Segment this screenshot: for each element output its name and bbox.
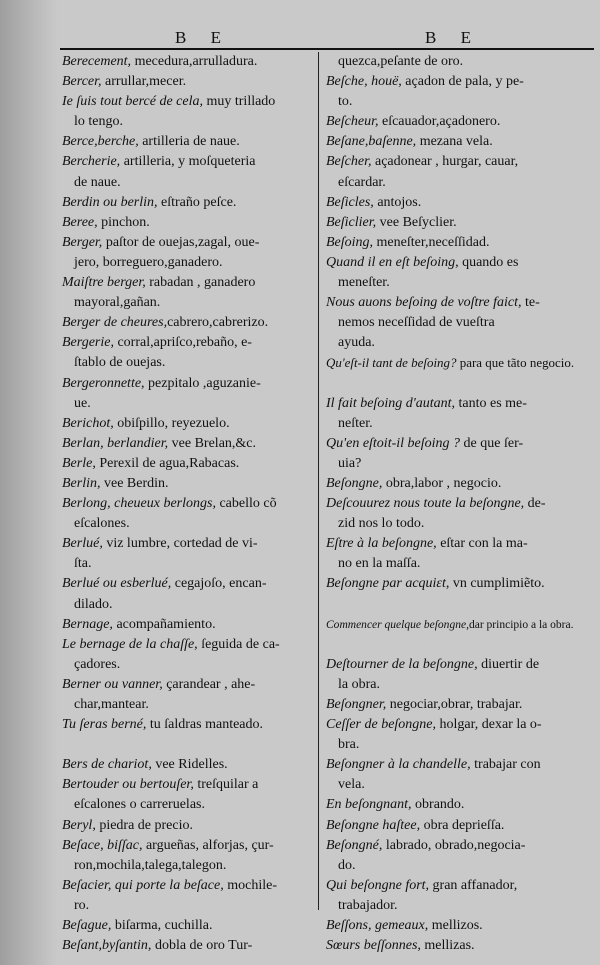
entry-line: [326, 92, 574, 112]
definition: Perexil de agua,Rabacas.: [95, 455, 240, 471]
entry-line: [62, 253, 310, 273]
definition: trabajar con: [470, 757, 541, 773]
entry-line: [326, 574, 574, 594]
right-column: [326, 52, 574, 956]
entry-line: [326, 715, 574, 735]
definition: ro.: [74, 897, 90, 913]
headword: Beree,: [62, 214, 98, 230]
definition: antojos.: [373, 194, 422, 210]
entry-line: [326, 253, 574, 273]
definition: piedra de precio.: [95, 817, 194, 833]
definition: argueñas, alforjas, çur-: [142, 837, 274, 853]
headword: Bergeronnette,: [62, 375, 145, 391]
headword: Berecement,: [62, 54, 132, 69]
definition: char,mantear.: [74, 697, 149, 712]
headword: Qu'eſt-il tant de beſoing?: [326, 355, 457, 371]
headword: Bers de chariot,: [62, 757, 152, 773]
headword: Berlué,: [62, 536, 103, 552]
headword: Nous auons beſoing de voſtre faict,: [326, 295, 522, 311]
entry-line: [326, 273, 574, 293]
definition: eſcalones.: [74, 516, 130, 532]
definition: artilleria de naue.: [138, 134, 240, 150]
entry-line: [326, 454, 574, 474]
header-right: B E: [425, 28, 481, 47]
entry-line: [62, 755, 310, 775]
definition: holgar, dexar la o-: [436, 717, 542, 733]
headword: Beſicles,: [326, 194, 374, 210]
entry-line: [62, 595, 310, 615]
entry-line: [62, 374, 310, 394]
headword: Beſane,baſenne,: [326, 134, 417, 150]
definition: de que ſer-: [460, 435, 524, 451]
headword: Sœurs beſſonnes,: [326, 938, 421, 954]
entry-line: [326, 916, 574, 936]
header-left: B E: [175, 28, 231, 47]
entry-line: [326, 514, 574, 534]
definition: corral,apriſco,rebaño, e-: [113, 335, 252, 351]
entry-line: [326, 836, 574, 856]
definition: bra.: [338, 737, 360, 753]
entry-line: [326, 795, 574, 815]
entry-line: [62, 454, 310, 474]
entry-line: [62, 193, 310, 213]
headword: Beſongne,: [326, 475, 383, 491]
definition: to.: [338, 94, 353, 110]
definition: quezca,peſante de oro.: [338, 54, 464, 69]
definition: çarandear , ahe-: [162, 676, 256, 692]
entry-line: [326, 152, 574, 172]
headword: En beſongnant,: [326, 797, 412, 813]
headword: Beſongné,: [326, 837, 383, 853]
entry-line: [326, 816, 574, 836]
entry-line: [326, 494, 574, 514]
entry-line: [326, 394, 574, 414]
headword: Beſſons, gemeaux,: [326, 918, 429, 934]
definition: mellizas.: [420, 938, 475, 954]
definition: ſeguida de ca-: [197, 636, 280, 652]
headword: Commencer quelque beſongne,: [326, 618, 469, 631]
entry-line: [62, 414, 310, 434]
entry-line: [62, 92, 310, 112]
definition: para que tãto negocio.: [456, 355, 575, 371]
definition: ron,mochila,talega,talegon.: [74, 857, 227, 873]
entry-line: [326, 52, 574, 72]
entry-line: [326, 193, 574, 213]
definition: gran affanador,: [429, 877, 518, 893]
entry-line: [326, 775, 574, 795]
entry-line: [326, 474, 574, 494]
entry-line: [326, 856, 574, 876]
definition: çadores.: [74, 656, 121, 672]
headword: Berlin,: [62, 475, 101, 491]
headword: Bernage,: [62, 616, 113, 632]
definition: diuertir de: [477, 656, 540, 672]
definition: negociar,obrar, trabajar.: [386, 697, 523, 712]
entry-line: [326, 655, 574, 675]
headword: Beſoing,: [326, 234, 374, 250]
definition: ue.: [74, 395, 91, 411]
definition: obiſpillo, reyezuelo.: [113, 415, 230, 431]
definition: uia?: [338, 455, 362, 471]
definition: no en la maſſa.: [338, 556, 421, 572]
headword: Beſongner à la chandelle,: [326, 757, 471, 773]
entry-line: [62, 675, 310, 695]
definition: cegajoſo, encan-: [171, 576, 267, 592]
headword: Beſague,: [62, 918, 112, 934]
headword: Berger,: [62, 234, 103, 250]
entry-line: [62, 52, 310, 72]
definition: te-: [521, 295, 540, 311]
entry-line: [62, 816, 310, 836]
entry-line: [62, 333, 310, 353]
definition: vee Berdin.: [100, 475, 169, 491]
definition: labrado, obrado,negocia-: [382, 837, 526, 853]
entry-line: [62, 132, 310, 152]
entry-line: [326, 635, 574, 655]
entry-line: [326, 72, 574, 92]
entry-line: [62, 876, 310, 896]
left-column: [62, 52, 310, 956]
headword: Il fait beſoing d'autant,: [326, 395, 455, 411]
definition: meneſter,neceſſidad.: [373, 234, 490, 250]
definition: cabrero,cabrerizo.: [167, 315, 269, 331]
definition: rabadan , ganadero: [145, 275, 256, 291]
entry-line: [62, 293, 310, 313]
entry-line: [62, 494, 310, 514]
definition: paſtor de ouejas,zagal, oue-: [102, 234, 260, 250]
headword: Beſongner,: [326, 697, 387, 712]
entry-line: [62, 173, 310, 193]
headword: Beſcher,: [326, 154, 372, 170]
entry-line: [62, 353, 310, 373]
running-header: [0, 24, 600, 54]
headword: Eſtre à la beſongne,: [326, 536, 437, 552]
entry-line: [62, 936, 310, 956]
definition: lo tengo.: [74, 114, 123, 130]
headword: Le bernage de la chaſſe,: [62, 636, 198, 652]
entry-line: [326, 293, 574, 313]
definition: vee Ridelles.: [151, 757, 228, 773]
headword: Berdin ou berlin,: [62, 194, 158, 210]
definition: cabello cõ: [215, 496, 277, 512]
headword: Bergerie,: [62, 335, 114, 351]
headword: Qui beſongne fort,: [326, 877, 430, 893]
entry-line: [326, 313, 574, 333]
definition: pinchon.: [97, 214, 150, 230]
headword: Beſcheur,: [326, 114, 379, 130]
definition: tu ſaldras manteado.: [146, 717, 264, 733]
headword: Deſcouurez nous toute la beſongne,: [326, 496, 525, 512]
entry-line: [326, 876, 574, 896]
definition: ſta.: [74, 556, 92, 572]
definition: muy trillado: [202, 94, 276, 110]
entry-line: [326, 554, 574, 574]
headword: Berlan, berlandier,: [62, 435, 169, 451]
headword: Deſtourner de la beſongne,: [326, 656, 478, 672]
definition: mezana vela.: [416, 134, 493, 150]
headword: Berlué ou esberlué,: [62, 576, 172, 592]
entry-line: [62, 695, 310, 715]
definition: eſtar con la ma-: [436, 536, 528, 552]
definition: eſcauador,açadonero.: [378, 114, 501, 130]
definition: açadonear , hurgar, cauar,: [371, 154, 519, 170]
definition: de naue.: [74, 174, 121, 190]
entry-line: [62, 534, 310, 554]
entry-line: [62, 434, 310, 454]
definition: biſarma, cuchilla.: [111, 918, 213, 934]
entry-line: [62, 313, 310, 333]
definition: arrullar,mecer.: [101, 74, 187, 90]
definition: eſcalones o carreruelas.: [74, 797, 205, 813]
definition: tanto es me-: [455, 395, 527, 411]
headword: Bercer,: [62, 74, 102, 90]
definition: la obra.: [338, 676, 380, 692]
entry-line: [62, 213, 310, 233]
headword: Bercherie,: [62, 154, 121, 170]
entry-line: [62, 795, 310, 815]
definition: vn cumplimiẽto.: [449, 576, 545, 592]
entry-line: [326, 735, 574, 755]
entry-line: [326, 173, 574, 193]
definition: eſtraño peſce.: [157, 194, 237, 210]
entry-line: [326, 755, 574, 775]
headword: Berle,: [62, 455, 96, 471]
definition: dobla de oro Tur-: [151, 938, 253, 954]
entry-line: [62, 152, 310, 172]
entry-line: [62, 72, 310, 92]
headword: Beſace, biſſac,: [62, 837, 143, 853]
header-rule: [60, 48, 594, 50]
entry-line: [326, 132, 574, 152]
entry-line: [326, 936, 574, 956]
entry-line: [62, 735, 310, 755]
headword: Ceſſer de beſongne,: [326, 717, 437, 733]
headword: Qu'en eſtoit-il beſoing ?: [326, 435, 461, 451]
headword: Beſant,byſantin,: [62, 938, 152, 954]
column-divider: [318, 52, 319, 910]
headword: Berger de cheures,: [62, 315, 168, 331]
headword: Beſongne par acquiɛt,: [326, 576, 450, 592]
entry-line: [326, 333, 574, 353]
entry-line: [62, 273, 310, 293]
entry-line: [62, 715, 310, 735]
definition: viz lumbre, cortedad de vi-: [102, 536, 258, 552]
entry-line: [62, 836, 310, 856]
entry-line: [326, 414, 574, 434]
definition: de-: [524, 496, 546, 512]
definition: dar principio a la obra.: [468, 618, 574, 631]
definition: artilleria, y moſqueteria: [120, 154, 256, 170]
definition: do.: [338, 857, 356, 873]
definition: jero, borreguero,ganadero.: [74, 254, 223, 270]
entry-line: [62, 655, 310, 675]
headword: Berichot,: [62, 415, 114, 431]
entry-line: [62, 896, 310, 916]
entry-line: [62, 635, 310, 655]
entry-line: [62, 514, 310, 534]
definition: pezpitalo ,aguzanie-: [144, 375, 261, 391]
entry-line: [326, 374, 574, 394]
entry-line: [62, 474, 310, 494]
definition: quando es: [458, 254, 519, 270]
entry-line: [326, 353, 574, 373]
entry-line: [326, 112, 574, 132]
headword: Maiſtre berger,: [62, 275, 146, 291]
entry-line: [326, 896, 574, 916]
headword: Beſche, houë,: [326, 74, 402, 90]
headword: Berner ou vanner,: [62, 676, 163, 692]
entry-line: [326, 675, 574, 695]
definition: obra,labor , negocio.: [382, 475, 502, 491]
definition: treſquilar a: [193, 777, 259, 793]
definition: vee Brelan,&c.: [168, 435, 257, 451]
definition: açadon de pala, y pe-: [401, 74, 524, 90]
headword: Quand il en eſt beſoing,: [326, 254, 459, 270]
definition: ſtablo de ouejas.: [74, 355, 166, 371]
definition: obrando.: [411, 797, 465, 813]
entry-line: [326, 434, 574, 454]
headword: Bertouder ou bertouſer,: [62, 777, 194, 793]
entry-line: [62, 615, 310, 635]
entry-line: [326, 213, 574, 233]
definition: eſcardar.: [338, 174, 386, 190]
headword: Beſongne haſtee,: [326, 817, 421, 833]
entry-line: [62, 856, 310, 876]
headword: Beryl,: [62, 817, 96, 833]
entry-line: [62, 916, 310, 936]
headword: Tu ſeras berné,: [62, 717, 147, 733]
definition: neſter.: [338, 415, 373, 431]
headword: Berce,berche,: [62, 134, 139, 150]
entry-line: [326, 615, 574, 635]
definition: acompañamiento.: [112, 616, 216, 632]
definition: dilado.: [74, 596, 113, 612]
entry-line: [62, 233, 310, 253]
definition: meneſter.: [338, 275, 390, 291]
definition: obra deprieſſa.: [420, 817, 505, 833]
headword: Beſiclier,: [326, 214, 377, 230]
definition: ayuda.: [338, 335, 375, 351]
headword: Ie ſuis tout bercé de cela,: [62, 94, 203, 110]
entry-line: [62, 112, 310, 132]
definition: trabajador.: [338, 897, 398, 913]
entry-line: [62, 394, 310, 414]
definition: vela.: [338, 777, 365, 793]
definition: zid nos lo todo.: [338, 516, 425, 532]
definition: mellizos.: [428, 918, 483, 934]
headword: Beſacier, qui porte la beſace,: [62, 877, 224, 893]
definition: mecedura,arrulladura.: [131, 54, 258, 69]
definition: mochile-: [223, 877, 277, 893]
definition: mayoral,gañan.: [74, 295, 161, 311]
headword: Berlong, cheueux berlongs,: [62, 496, 216, 512]
entry-line: [326, 233, 574, 253]
entry-line: [62, 554, 310, 574]
entry-line: [62, 574, 310, 594]
definition: vee Beſyclier.: [376, 214, 457, 230]
definition: nemos neceſſidad de vueſtra: [338, 315, 495, 331]
entry-line: [62, 775, 310, 795]
entry-line: [326, 695, 574, 715]
entry-line: [326, 595, 574, 615]
entry-line: [326, 534, 574, 554]
